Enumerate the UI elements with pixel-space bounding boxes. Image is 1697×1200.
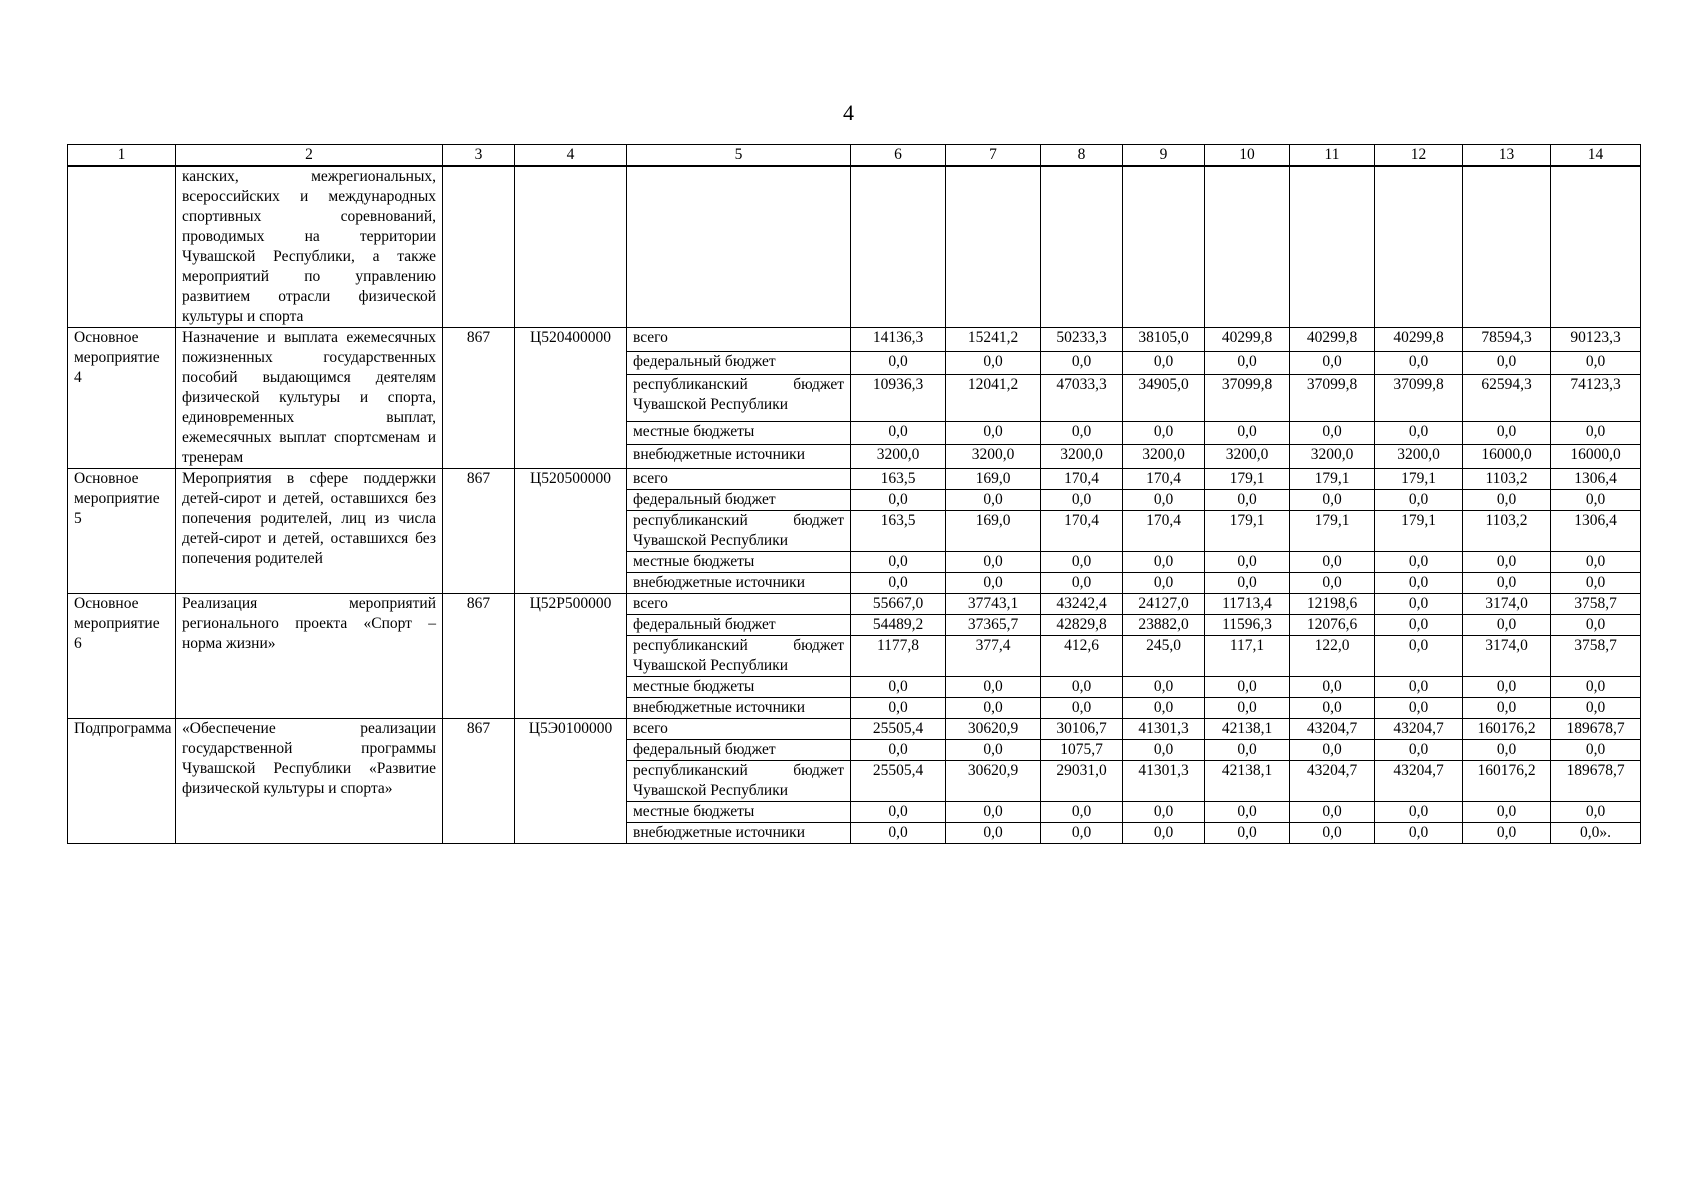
column-number: 10: [1205, 145, 1290, 167]
value-cell: 0,0: [1375, 823, 1463, 844]
grbs-cell: 867: [443, 719, 515, 844]
value-cell: 0,0: [1123, 740, 1205, 761]
value-cell: 0,0: [1041, 552, 1123, 573]
funding-source-cell: всего: [627, 594, 851, 615]
value-cell: 170,4: [1041, 511, 1123, 552]
value-cell: 37099,8: [1290, 375, 1375, 421]
value-cell: 0,0: [946, 698, 1041, 719]
value-cell: 0,0: [1205, 573, 1290, 594]
funding-source-cell: внебюджетные источники: [627, 698, 851, 719]
value-cell: 3758,7: [1551, 636, 1641, 677]
value-cell: 0,0: [1205, 351, 1290, 375]
value-cell: 0,0: [946, 802, 1041, 823]
continuation-empty-cell: [851, 166, 946, 328]
value-cell: 0,0: [851, 823, 946, 844]
value-cell: 412,6: [1041, 636, 1123, 677]
funding-source-cell: республиканский бюджет Чувашской Республики: [627, 511, 851, 552]
value-cell: 0,0: [851, 740, 946, 761]
value-cell: 12198,6: [1290, 594, 1375, 615]
value-cell: 14136,3: [851, 328, 946, 352]
value-cell: 43204,7: [1375, 719, 1463, 740]
value-cell: 0,0: [1375, 740, 1463, 761]
value-cell: 0,0: [1551, 573, 1641, 594]
value-cell: 40299,8: [1290, 328, 1375, 352]
value-cell: 0,0: [1123, 802, 1205, 823]
value-cell: 1177,8: [851, 636, 946, 677]
value-cell: 0,0: [1041, 698, 1123, 719]
grbs-cell: 867: [443, 328, 515, 469]
status-cell: Основное мероприятие 6: [68, 594, 176, 719]
continuation-status-cell: [68, 166, 176, 328]
value-cell: 0,0: [1375, 490, 1463, 511]
value-cell: 0,0: [1290, 740, 1375, 761]
value-cell: 40299,8: [1375, 328, 1463, 352]
value-cell: 25505,4: [851, 719, 946, 740]
funding-source-cell: всего: [627, 719, 851, 740]
value-cell: 1306,4: [1551, 511, 1641, 552]
value-cell: 42829,8: [1041, 615, 1123, 636]
code-cell: Ц520400000: [515, 328, 627, 469]
value-cell: 3200,0: [1290, 445, 1375, 469]
value-cell: 47033,3: [1041, 375, 1123, 421]
value-cell: 37099,8: [1205, 375, 1290, 421]
value-cell: 0,0: [1123, 677, 1205, 698]
column-number: 14: [1551, 145, 1641, 167]
funding-source-cell: республиканский бюджет Чувашской Республики: [627, 636, 851, 677]
status-cell: Основное мероприятие 4: [68, 328, 176, 469]
value-cell: 0,0: [851, 490, 946, 511]
value-cell: 0,0: [1123, 421, 1205, 445]
value-cell: 37365,7: [946, 615, 1041, 636]
value-cell: 78594,3: [1463, 328, 1551, 352]
value-cell: 179,1: [1205, 469, 1290, 490]
code-cell: Ц520500000: [515, 469, 627, 594]
value-cell: 50233,3: [1041, 328, 1123, 352]
column-number: 11: [1290, 145, 1375, 167]
value-cell: 0,0: [1551, 490, 1641, 511]
value-cell: 0,0: [1290, 552, 1375, 573]
value-cell: 170,4: [1123, 469, 1205, 490]
value-cell: 0,0: [1123, 698, 1205, 719]
code-cell: Ц52Р500000: [515, 594, 627, 719]
value-cell: 3200,0: [946, 445, 1041, 469]
value-cell: 0,0: [1463, 615, 1551, 636]
table-row: [68, 719, 1641, 740]
value-cell: 245,0: [1123, 636, 1205, 677]
value-cell: 0,0: [1123, 823, 1205, 844]
value-cell: 0,0: [1290, 823, 1375, 844]
value-cell: 179,1: [1205, 511, 1290, 552]
value-cell: 0,0: [851, 573, 946, 594]
value-cell: 0,0: [1041, 351, 1123, 375]
funding-source-cell: местные бюджеты: [627, 421, 851, 445]
value-cell: 30620,9: [946, 761, 1041, 802]
value-cell: 0,0: [1041, 823, 1123, 844]
value-cell: 0,0: [1463, 740, 1551, 761]
continuation-text: канских, межрегиональных, всероссийских и международных спортивных соревнований, проводимых на территории Чувашской Республики, а также мероприятий по управлению развитием отрасли физической культуры и спорта: [176, 166, 443, 328]
value-cell: 0,0: [1123, 351, 1205, 375]
value-cell: 0,0: [1375, 698, 1463, 719]
funding-source-cell: федеральный бюджет: [627, 351, 851, 375]
continuation-empty-cell: [1041, 166, 1123, 328]
continuation-empty-cell: [1123, 166, 1205, 328]
value-cell: 0,0: [1551, 615, 1641, 636]
value-cell: 3200,0: [1205, 445, 1290, 469]
value-cell: 38105,0: [1123, 328, 1205, 352]
continuation-empty-cell: [946, 166, 1041, 328]
value-cell: 0,0: [1205, 421, 1290, 445]
value-cell: 0,0: [1551, 552, 1641, 573]
funding-source-cell: всего: [627, 328, 851, 352]
value-cell: 3174,0: [1463, 636, 1551, 677]
value-cell: 3200,0: [1123, 445, 1205, 469]
funding-source-cell: внебюджетные источники: [627, 823, 851, 844]
continuation-empty-cell: [515, 166, 627, 328]
table-body: [68, 145, 1641, 844]
value-cell: 169,0: [946, 511, 1041, 552]
column-number: 7: [946, 145, 1041, 167]
value-cell: 179,1: [1290, 469, 1375, 490]
value-cell: 3174,0: [1463, 594, 1551, 615]
value-cell: 0,0: [851, 552, 946, 573]
value-cell: 117,1: [1205, 636, 1290, 677]
value-cell: 43204,7: [1290, 719, 1375, 740]
value-cell: 11713,4: [1205, 594, 1290, 615]
value-cell: 0,0: [851, 802, 946, 823]
column-number: 12: [1375, 145, 1463, 167]
value-cell: 160176,2: [1463, 719, 1551, 740]
grbs-cell: 867: [443, 594, 515, 719]
value-cell: 0,0: [851, 421, 946, 445]
funding-source-cell: федеральный бюджет: [627, 490, 851, 511]
value-cell: 30106,7: [1041, 719, 1123, 740]
table-row: [68, 594, 1641, 615]
value-cell: 169,0: [946, 469, 1041, 490]
value-cell: 37099,8: [1375, 375, 1463, 421]
funding-source-cell: федеральный бюджет: [627, 615, 851, 636]
value-cell: 0,0: [1375, 421, 1463, 445]
value-cell: 0,0: [1463, 351, 1551, 375]
value-cell: 0,0: [1290, 573, 1375, 594]
event-name-cell: «Обеспечение реализации государственной программы Чувашской Республики «Развитие физической культуры и спорта»: [176, 719, 443, 844]
column-number: 1: [68, 145, 176, 167]
value-cell: 377,4: [946, 636, 1041, 677]
value-cell: 189678,7: [1551, 761, 1641, 802]
continuation-empty-cell: [443, 166, 515, 328]
value-cell: 1103,2: [1463, 511, 1551, 552]
column-number: 13: [1463, 145, 1551, 167]
value-cell: 163,5: [851, 469, 946, 490]
column-number: 5: [627, 145, 851, 167]
value-cell: 179,1: [1375, 469, 1463, 490]
value-cell: 0,0: [1205, 698, 1290, 719]
column-number: 3: [443, 145, 515, 167]
funding-source-cell: внебюджетные источники: [627, 573, 851, 594]
continuation-empty-cell: [1205, 166, 1290, 328]
value-cell: 0,0: [1463, 698, 1551, 719]
value-cell: 43204,7: [1375, 761, 1463, 802]
budget-table: [67, 144, 1641, 844]
value-cell: 0,0: [1463, 573, 1551, 594]
value-cell: 37743,1: [946, 594, 1041, 615]
value-cell: 179,1: [1290, 511, 1375, 552]
funding-source-cell: местные бюджеты: [627, 552, 851, 573]
value-cell: 0,0: [1205, 740, 1290, 761]
value-cell: 23882,0: [1123, 615, 1205, 636]
value-cell: 0,0: [1290, 677, 1375, 698]
continuation-row: [68, 166, 1641, 328]
value-cell: 0,0: [1041, 677, 1123, 698]
value-cell: 0,0: [946, 351, 1041, 375]
value-cell: 0,0: [1463, 802, 1551, 823]
funding-source-cell: республиканский бюджет Чувашской Республики: [627, 761, 851, 802]
value-cell: 0,0: [1041, 573, 1123, 594]
value-cell: 0,0: [1551, 677, 1641, 698]
value-cell: 0,0: [851, 677, 946, 698]
value-cell: 15241,2: [946, 328, 1041, 352]
funding-source-cell: местные бюджеты: [627, 802, 851, 823]
value-cell: 179,1: [1375, 511, 1463, 552]
value-cell: 1103,2: [1463, 469, 1551, 490]
value-cell: 74123,3: [1551, 375, 1641, 421]
value-cell: 0,0: [1041, 490, 1123, 511]
continuation-empty-cell: [1375, 166, 1463, 328]
value-cell: 24127,0: [1123, 594, 1205, 615]
column-number: 6: [851, 145, 946, 167]
value-cell: 0,0: [1375, 594, 1463, 615]
value-cell: 0,0: [1041, 802, 1123, 823]
value-cell: 163,5: [851, 511, 946, 552]
value-cell: 1075,7: [1041, 740, 1123, 761]
code-cell: Ц5Э0100000: [515, 719, 627, 844]
value-cell: 0,0: [1463, 823, 1551, 844]
table-row: [68, 328, 1641, 352]
value-cell: 0,0: [1375, 351, 1463, 375]
value-cell: 0,0: [1123, 573, 1205, 594]
value-cell: 0,0: [851, 351, 946, 375]
column-number-row: [68, 145, 1641, 167]
value-cell: 11596,3: [1205, 615, 1290, 636]
funding-source-cell: местные бюджеты: [627, 677, 851, 698]
value-cell: 16000,0: [1551, 445, 1641, 469]
value-cell: 0,0: [946, 552, 1041, 573]
value-cell: 25505,4: [851, 761, 946, 802]
value-cell: 0,0: [1551, 802, 1641, 823]
continuation-empty-cell: [1463, 166, 1551, 328]
value-cell: 30620,9: [946, 719, 1041, 740]
value-cell: 12041,2: [946, 375, 1041, 421]
event-name-cell: Реализация мероприятий регионального проекта «Спорт – норма жизни»: [176, 594, 443, 719]
value-cell: 0,0: [1375, 573, 1463, 594]
value-cell: 0,0: [946, 421, 1041, 445]
value-cell: 0,0: [1375, 677, 1463, 698]
value-cell: 0,0: [1205, 823, 1290, 844]
value-cell: 3758,7: [1551, 594, 1641, 615]
value-cell: 42138,1: [1205, 719, 1290, 740]
value-cell: 3200,0: [851, 445, 946, 469]
column-number: 9: [1123, 145, 1205, 167]
value-cell: 0,0: [1375, 636, 1463, 677]
value-cell: 0,0: [1463, 677, 1551, 698]
value-cell: 0,0: [1463, 490, 1551, 511]
value-cell: 54489,2: [851, 615, 946, 636]
value-cell: 0,0: [1551, 698, 1641, 719]
value-cell: 0,0: [1290, 351, 1375, 375]
page-number: 4: [843, 100, 854, 125]
status-cell: Подпрограмма: [68, 719, 176, 844]
continuation-empty-cell: [627, 166, 851, 328]
value-cell: 41301,3: [1123, 761, 1205, 802]
value-cell: 0,0: [1375, 802, 1463, 823]
value-cell: 3200,0: [1041, 445, 1123, 469]
value-cell: 0,0: [851, 698, 946, 719]
event-name-cell: Назначение и выплата ежемесячных пожизненных государственных пособий выдающимся деятелям физической культуры и спорта, единовременных выплат, ежемесячных выплат спортсменам и тренерам: [176, 328, 443, 469]
column-number: 8: [1041, 145, 1123, 167]
value-cell: 0,0: [1551, 421, 1641, 445]
value-cell: 0,0: [1463, 421, 1551, 445]
funding-source-cell: всего: [627, 469, 851, 490]
continuation-empty-cell: [1551, 166, 1641, 328]
value-cell: 10936,3: [851, 375, 946, 421]
value-cell: 0,0: [946, 823, 1041, 844]
value-cell: 3200,0: [1375, 445, 1463, 469]
value-cell: 0,0: [1551, 740, 1641, 761]
value-cell: 0,0: [946, 573, 1041, 594]
value-cell: 12076,6: [1290, 615, 1375, 636]
value-cell: 0,0: [1205, 490, 1290, 511]
value-cell: 170,4: [1041, 469, 1123, 490]
event-name-cell: Мероприятия в сфере поддержки детей-сирот и детей, оставшихся без попечения родителей, лиц из числа детей-сирот и детей, оставшихся без попечения родителей: [176, 469, 443, 594]
value-cell: 0,0: [1123, 490, 1205, 511]
value-cell: 122,0: [1290, 636, 1375, 677]
value-cell: 0,0».: [1551, 823, 1641, 844]
column-number: 2: [176, 145, 443, 167]
value-cell: 34905,0: [1123, 375, 1205, 421]
value-cell: 41301,3: [1123, 719, 1205, 740]
value-cell: 0,0: [1375, 552, 1463, 573]
funding-source-cell: внебюджетные источники: [627, 445, 851, 469]
value-cell: 1306,4: [1551, 469, 1641, 490]
value-cell: 0,0: [946, 677, 1041, 698]
status-cell: Основное мероприятие 5: [68, 469, 176, 594]
value-cell: 43242,4: [1041, 594, 1123, 615]
funding-source-cell: федеральный бюджет: [627, 740, 851, 761]
value-cell: 170,4: [1123, 511, 1205, 552]
value-cell: 16000,0: [1463, 445, 1551, 469]
value-cell: 0,0: [1205, 802, 1290, 823]
value-cell: 0,0: [1290, 698, 1375, 719]
value-cell: 90123,3: [1551, 328, 1641, 352]
value-cell: 0,0: [946, 490, 1041, 511]
value-cell: 0,0: [1375, 615, 1463, 636]
value-cell: 0,0: [1290, 421, 1375, 445]
value-cell: 55667,0: [851, 594, 946, 615]
value-cell: 160176,2: [1463, 761, 1551, 802]
table-row: [68, 469, 1641, 490]
value-cell: 0,0: [1205, 552, 1290, 573]
value-cell: 40299,8: [1205, 328, 1290, 352]
value-cell: 189678,7: [1551, 719, 1641, 740]
value-cell: 0,0: [1551, 351, 1641, 375]
value-cell: 0,0: [946, 740, 1041, 761]
value-cell: 42138,1: [1205, 761, 1290, 802]
value-cell: 29031,0: [1041, 761, 1123, 802]
value-cell: 0,0: [1290, 490, 1375, 511]
grbs-cell: 867: [443, 469, 515, 594]
value-cell: 0,0: [1463, 552, 1551, 573]
value-cell: 0,0: [1041, 421, 1123, 445]
column-number: 4: [515, 145, 627, 167]
value-cell: 43204,7: [1290, 761, 1375, 802]
value-cell: 62594,3: [1463, 375, 1551, 421]
funding-source-cell: республиканский бюджет Чувашской Республики: [627, 375, 851, 421]
value-cell: 0,0: [1290, 802, 1375, 823]
value-cell: 0,0: [1123, 552, 1205, 573]
value-cell: 0,0: [1205, 677, 1290, 698]
continuation-empty-cell: [1290, 166, 1375, 328]
